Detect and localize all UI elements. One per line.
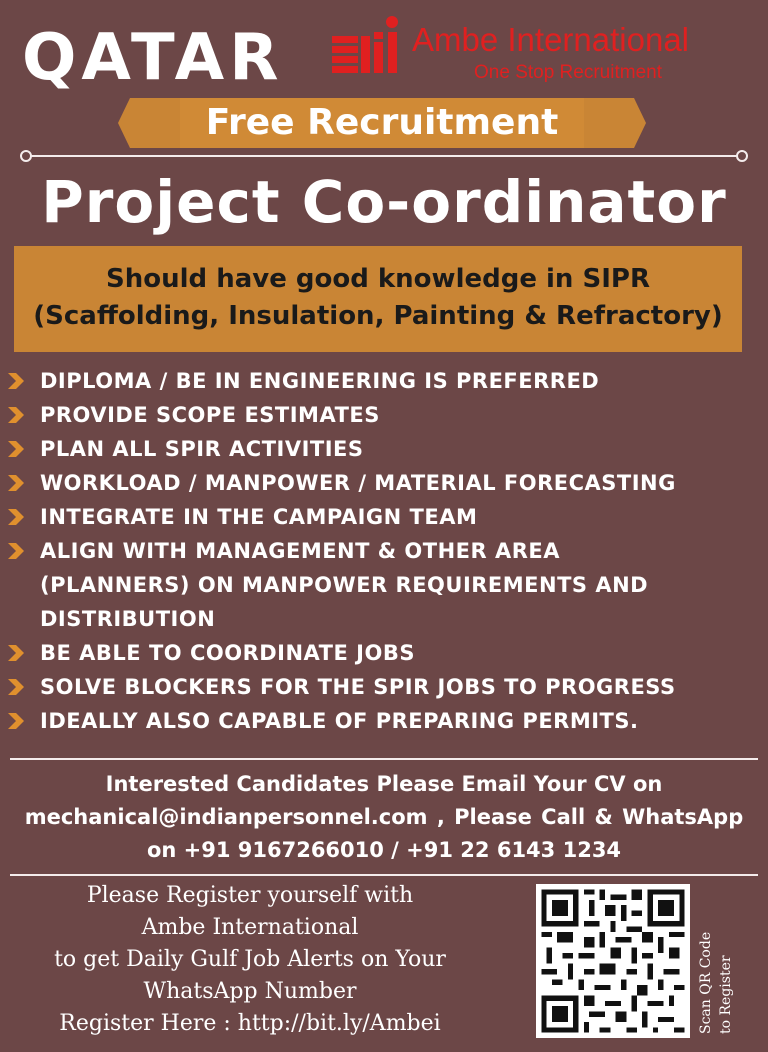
divider — [10, 758, 758, 760]
duty-text: PLAN ALL SPIR ACTIVITIES — [40, 437, 364, 461]
register-block — [20, 880, 480, 1040]
brand-name: Ambe International — [412, 21, 690, 58]
qr-code[interactable] — [536, 884, 690, 1038]
register-line-1: Please Register yourself with — [86, 883, 414, 908]
register-line-2: Ambe International — [141, 915, 359, 940]
title-divider — [18, 148, 750, 164]
contact-block — [0, 768, 768, 867]
duty-text: INTEGRATE IN THE CAMPAIGN TEAM — [40, 505, 478, 529]
free-recruitment-ribbon — [118, 98, 646, 148]
duty-text: DIPLOMA / BE IN ENGINEERING IS PREFERRED — [40, 369, 600, 393]
qr-code-icon — [536, 884, 690, 1038]
requirement-line-1: Should have good knowledge in SIPR — [106, 264, 650, 294]
chevron-right-icon — [6, 371, 26, 391]
requirement-line-2: (Scaffolding, Insulation, Painting & Refractory) — [33, 301, 723, 331]
chevron-right-icon — [6, 507, 26, 527]
chevron-right-icon — [6, 677, 26, 697]
duty-text: ALIGN WITH MANAGEMENT & OTHER AREA (PLANNERS) ON MANPOWER REQUIREMENTS AND DISTRIBUTION — [40, 539, 649, 631]
contact-email-line[interactable]: mechanical@indianpersonnel.com , Please Call & WhatsApp — [24, 805, 744, 829]
duty-text: WORKLOAD / MANPOWER / MATERIAL FORECASTING — [40, 471, 676, 495]
country-heading: QATAR — [22, 21, 284, 95]
qr-caption-line-1: Scan QR Code — [698, 931, 714, 1034]
brand-logo — [332, 14, 762, 90]
contact-line-1: Interested Candidates Please Email Your CV on — [105, 772, 663, 796]
chevron-right-icon — [6, 405, 26, 425]
job-title: Project Co-ordinator — [41, 168, 727, 236]
duty-text: SOLVE BLOCKERS FOR THE SPIR JOBS TO PROGRESS — [40, 675, 676, 699]
qr-caption — [694, 884, 746, 1038]
chevron-right-icon — [6, 711, 26, 731]
contact-phone-line[interactable]: on +91 9167266010 / +91 22 6143 1234 — [146, 838, 622, 862]
duty-text: PROVIDE SCOPE ESTIMATES — [40, 403, 380, 427]
register-link[interactable]: Register Here : http://bit.ly/Ambei — [59, 1011, 441, 1036]
duty-text: IDEALLY ALSO CAPABLE OF PREPARING PERMITS. — [40, 709, 639, 733]
chevron-right-icon — [6, 541, 26, 561]
register-line-3: to get Daily Gulf Job Alerts on Your — [54, 947, 446, 972]
chevron-right-icon — [6, 643, 26, 663]
ambe-logo-icon — [332, 14, 402, 84]
requirement-box — [14, 246, 742, 352]
divider — [10, 874, 758, 876]
duty-text: BE ABLE TO COORDINATE JOBS — [40, 641, 415, 665]
brand-tagline: One Stop Recruitment — [474, 62, 662, 83]
register-line-4: WhatsApp Number — [143, 979, 357, 1004]
ribbon-label: Free Recruitment — [205, 102, 559, 143]
qr-caption-line-2: to Register — [718, 955, 734, 1034]
chevron-right-icon — [6, 439, 26, 459]
chevron-right-icon — [6, 473, 26, 493]
